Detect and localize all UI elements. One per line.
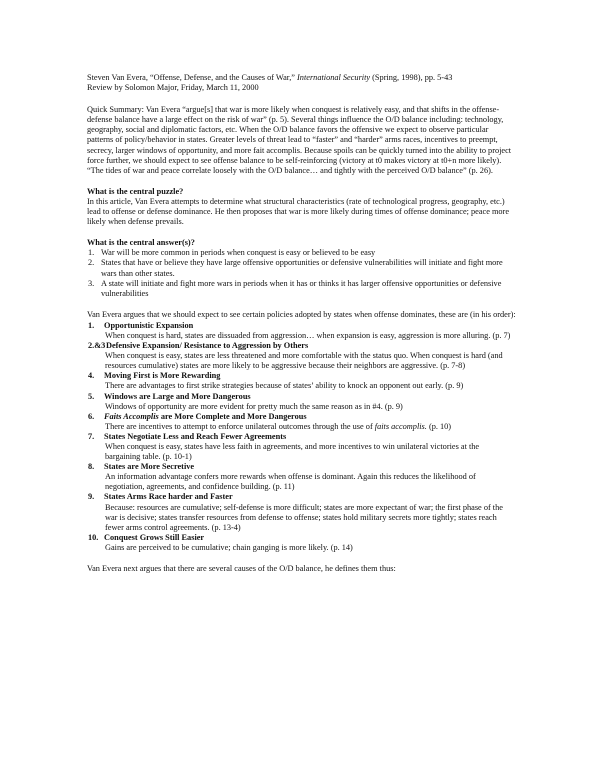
citation-line: Steven Van Evera, “Offense, Defense, and the Causes of War,” International Security (Spring, 1998), pp. 5-43 [87,73,453,82]
puzzle-text: In this article, Van Evera attempts to determine what structural characteristics (rate of technological progress, geography, etc.) lead to offense or defense dominance. He then proposes that war is more likely during times of offense dominance; peace more likely when defense prevails. [87,196,510,227]
list-item: 2. States that have or believe they have large offensive opportunities or defensive vulnerabilities will initiate and fight more wars than other states. [88,258,503,278]
policy-item: 2.&3 Defensive Expansion/ Resistance to Aggression by Others When conquest is easy, states are less threatened and more comfortable with the status quo. When conquest is hard (and resources cumulative) states are more likely to be aggressive because their neighbors are aggressive. (p. 7-8) [88,341,503,371]
puzzle-heading: What is the central puzzle? [87,186,184,196]
answers-section [87,238,516,299]
policies-list [87,321,516,553]
policy-item: 4. Moving First is More Rewarding There are advantages to first strike strategies because of states’ ability to knock an opponent out early. (p. 9) [88,371,464,391]
policy-item: 8. States are More Secretive An information advantage confers more rewards when offense is dominant. Again this reduces the likelihood of negotiation, agreements, and confidence building. (p. 11) [88,462,476,492]
policy-item: 7. States Negotiate Less and Reach Fewer Agreements When conquest is easy, states have less faith in agreements, and more incentives to win unilateral victories at the bargaining table. (p. 10-1) [88,431,480,462]
answers-list [87,248,516,298]
review-line: Review by Solomon Major, Friday, March 11, 2000 [87,83,259,93]
closing-paragraph: Van Evera next argues that there are several causes of the O/D balance, he defines them thus: [87,564,396,574]
policies-intro: Van Evera argues that we should expect to see certain policies adopted by states when offense dominates, these are (in his order): [87,309,516,319]
list-item: 1. War will be more common in periods when conquest is easy or believed to be easy [88,248,376,258]
answers-heading: What is the central answer(s)? [87,238,195,248]
policy-item: 6. Faits Accomplis are More Complete and More Dangerous There are incentives to attempt to enforce unilateral outcomes through the use of faits accomplis. (p. 10) [88,411,452,431]
list-item: 3. A state will initiate and fight more wars in periods when it has or thinks it has larger offensive opportunities or defensive vulnerabilities [88,278,502,298]
policy-item: 1. Opportunistic Expansion When conquest is hard, states are dissuaded from aggression… when expansion is easy, aggression is more alluring. (p. 7) [88,320,511,340]
journal-name: International Security [297,73,371,82]
puzzle-section [87,187,516,227]
quick-summary: Quick Summary: Van Evera “argue[s] that war is more likely when conquest is relatively easy, and that shifts in the offense-defense balance have a large effect on the risk of war” (p. 5). Several things influence the O/D balance including: technology, geography, social and diplomatic factors, etc. When the O/D balance favors the offensive we expect to observe particular patterns of policy/behavior in states. Greater levels of threat lead to “faster” and “harder” arms races, incentives to preempt, secrecy, larger windows of opportunity, and more fait accomplis. Because spoils can be quickly turned into the ability to project force further, we should expect to see offense balance to be self-reinforcing (victory at t0 makes victory at t0+n more likely). “The tides of war and peace correlate loosely with the O/D balance… and tightly with the perceived O/D balance” (p. 26). [87,105,512,175]
policy-item: 10. Conquest Grows Still Easier Gains are perceived to be cumulative; chain ganging is more likely. (p. 14) [88,532,353,552]
citation-block [87,73,516,93]
policy-item: 9. States Arms Race harder and Faster Because: resources are cumulative; self-defense is more difficult; states are more expectant of war; the first phase of the war is decisive; states transfer resources from defense to offense; states hold military secrets more tightly; states reach fewer arms control agreements. (p. 13-4) [88,492,503,532]
policy-item: 5. Windows are Large and More Dangerous Windows of opportunity are more evident for pretty much the same reason as in #4. (p. 9) [88,391,403,411]
